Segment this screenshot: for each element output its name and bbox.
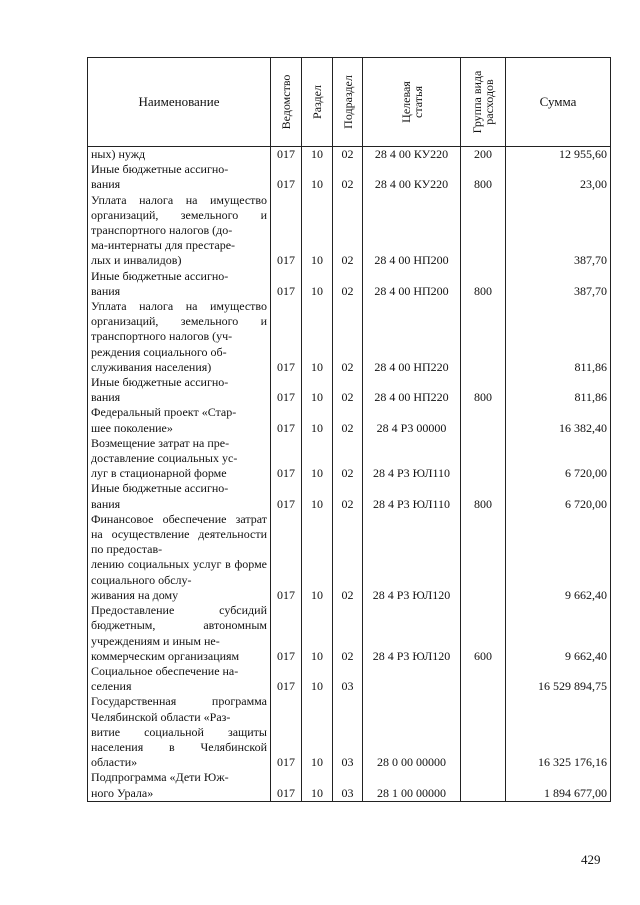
table-row bbox=[88, 162, 611, 192]
cell-sum: 811,86 bbox=[506, 375, 611, 405]
cell-subsection: 02 bbox=[333, 436, 363, 482]
cell-subsection: 02 bbox=[333, 299, 363, 375]
cell-expense-group bbox=[461, 512, 506, 603]
cell-name: Государственная программа Челябинской области «Раз- витие социальной защиты населения в Челябинской области» bbox=[88, 694, 271, 770]
cell-sum: 387,70 bbox=[506, 193, 611, 269]
header-row bbox=[88, 58, 611, 147]
table-row bbox=[88, 269, 611, 299]
cell-sum: 12 955,60 bbox=[506, 147, 611, 163]
cell-department: 017 bbox=[271, 603, 302, 664]
cell-expense-group bbox=[461, 405, 506, 435]
cell-target: 28 0 00 00000 bbox=[363, 694, 461, 770]
cell-name: Иные бюджетные ассигно- вания bbox=[88, 269, 271, 299]
budget-table bbox=[87, 57, 611, 802]
table-row bbox=[88, 405, 611, 435]
header-target-label bbox=[400, 81, 424, 123]
cell-name: Предоставление субсидий бюджетным, автономным учреждениям и иным не- коммерческим организациям bbox=[88, 603, 271, 664]
cell-target: 28 4 00 НП200 bbox=[363, 269, 461, 299]
cell-name: Уплата налога на имущество организаций, земельного и транспортного налогов (до- ма-интернаты для престаре- лых и инвалидов) bbox=[88, 193, 271, 269]
cell-target: 28 4 Р3 ЮЛ110 bbox=[363, 436, 461, 482]
table-row bbox=[88, 770, 611, 801]
header-name bbox=[88, 58, 271, 147]
cell-target: 28 4 00 КУ220 bbox=[363, 147, 461, 163]
cell-target bbox=[363, 664, 461, 694]
cell-department: 017 bbox=[271, 162, 302, 192]
cell-subsection: 02 bbox=[333, 481, 363, 511]
cell-target: 28 4 Р3 ЮЛ120 bbox=[363, 512, 461, 603]
cell-subsection: 03 bbox=[333, 770, 363, 801]
cell-section: 10 bbox=[302, 481, 333, 511]
cell-expense-group: 600 bbox=[461, 603, 506, 664]
cell-name: Иные бюджетные ассигно- вания bbox=[88, 481, 271, 511]
header-name-label: Наименование bbox=[138, 94, 220, 109]
cell-subsection: 03 bbox=[333, 694, 363, 770]
cell-expense-group bbox=[461, 694, 506, 770]
header-sum-label: Сумма bbox=[539, 94, 577, 109]
cell-section: 10 bbox=[302, 375, 333, 405]
cell-sum: 16 382,40 bbox=[506, 405, 611, 435]
table-row bbox=[88, 664, 611, 694]
header-department bbox=[271, 58, 302, 147]
cell-expense-group: 200 bbox=[461, 147, 506, 163]
table-row bbox=[88, 694, 611, 770]
cell-target: 28 4 00 НП220 bbox=[363, 375, 461, 405]
cell-name: Федеральный проект «Стар- шее поколение» bbox=[88, 405, 271, 435]
cell-target: 28 4 00 НП220 bbox=[363, 299, 461, 375]
table-body bbox=[88, 147, 611, 802]
cell-sum: 16 325 176,16 bbox=[506, 694, 611, 770]
cell-section: 10 bbox=[302, 603, 333, 664]
cell-section: 10 bbox=[302, 405, 333, 435]
cell-name: Подпрограмма «Дети Юж- ного Урала» bbox=[88, 770, 271, 801]
cell-name: Уплата налога на имущество организаций, земельного и транспортного налогов (уч- реждения социального об- служивания населения) bbox=[88, 299, 271, 375]
header-subsection bbox=[333, 58, 363, 147]
cell-section: 10 bbox=[302, 436, 333, 482]
cell-section: 10 bbox=[302, 269, 333, 299]
table-row bbox=[88, 193, 611, 269]
cell-name: Возмещение затрат на пре- доставление социальных ус- луг в стационарной форме bbox=[88, 436, 271, 482]
cell-subsection: 02 bbox=[333, 162, 363, 192]
cell-sum: 23,00 bbox=[506, 162, 611, 192]
cell-subsection: 02 bbox=[333, 269, 363, 299]
cell-sum: 9 662,40 bbox=[506, 603, 611, 664]
cell-sum: 1 894 677,00 bbox=[506, 770, 611, 801]
header-target bbox=[363, 58, 461, 147]
page-number: 429 bbox=[581, 852, 601, 867]
cell-target: 28 4 00 НП200 bbox=[363, 193, 461, 269]
cell-section: 10 bbox=[302, 512, 333, 603]
cell-target: 28 4 00 КУ220 bbox=[363, 162, 461, 192]
cell-section: 10 bbox=[302, 193, 333, 269]
cell-section: 10 bbox=[302, 770, 333, 801]
cell-sum: 6 720,00 bbox=[506, 481, 611, 511]
cell-expense-group bbox=[461, 664, 506, 694]
cell-target: 28 1 00 00000 bbox=[363, 770, 461, 801]
cell-department: 017 bbox=[271, 694, 302, 770]
cell-section: 10 bbox=[302, 694, 333, 770]
cell-section: 10 bbox=[302, 664, 333, 694]
header-department-label: Ведомство bbox=[279, 74, 293, 130]
header-target-line2: статья bbox=[410, 86, 425, 118]
cell-subsection: 02 bbox=[333, 375, 363, 405]
cell-expense-group: 800 bbox=[461, 162, 506, 192]
table-row bbox=[88, 147, 611, 163]
header-section-label: Раздел bbox=[310, 85, 324, 119]
table-row bbox=[88, 436, 611, 482]
cell-expense-group bbox=[461, 436, 506, 482]
cell-subsection: 02 bbox=[333, 512, 363, 603]
cell-target: 28 4 Р3 ЮЛ120 bbox=[363, 603, 461, 664]
cell-department: 017 bbox=[271, 405, 302, 435]
table-row bbox=[88, 481, 611, 511]
cell-section: 10 bbox=[302, 299, 333, 375]
cell-department: 017 bbox=[271, 299, 302, 375]
cell-subsection: 02 bbox=[333, 193, 363, 269]
cell-department: 017 bbox=[271, 481, 302, 511]
cell-name: ных) нужд bbox=[88, 147, 271, 163]
table-row bbox=[88, 375, 611, 405]
cell-department: 017 bbox=[271, 269, 302, 299]
cell-subsection: 02 bbox=[333, 405, 363, 435]
cell-sum: 16 529 894,75 bbox=[506, 664, 611, 694]
cell-expense-group bbox=[461, 193, 506, 269]
table-row bbox=[88, 512, 611, 603]
cell-department: 017 bbox=[271, 664, 302, 694]
cell-expense-group: 800 bbox=[461, 269, 506, 299]
cell-sum: 6 720,00 bbox=[506, 436, 611, 482]
header-expense-group bbox=[461, 58, 506, 147]
cell-department: 017 bbox=[271, 193, 302, 269]
cell-section: 10 bbox=[302, 162, 333, 192]
cell-department: 017 bbox=[271, 512, 302, 603]
cell-section: 10 bbox=[302, 147, 333, 163]
cell-sum: 9 662,40 bbox=[506, 512, 611, 603]
cell-department: 017 bbox=[271, 770, 302, 801]
cell-expense-group: 800 bbox=[461, 375, 506, 405]
cell-department: 017 bbox=[271, 436, 302, 482]
header-expense-line1: Группа вида bbox=[470, 70, 484, 134]
table-row bbox=[88, 299, 611, 375]
cell-subsection: 02 bbox=[333, 147, 363, 163]
cell-subsection: 03 bbox=[333, 664, 363, 694]
cell-target: 28 4 Р3 ЮЛ110 bbox=[363, 481, 461, 511]
cell-name: Иные бюджетные ассигно- вания bbox=[88, 375, 271, 405]
cell-subsection: 02 bbox=[333, 603, 363, 664]
cell-department: 017 bbox=[271, 375, 302, 405]
header-expense-line2: расходов bbox=[482, 79, 496, 125]
cell-expense-group: 800 bbox=[461, 481, 506, 511]
table-row bbox=[88, 603, 611, 664]
cell-expense-group bbox=[461, 299, 506, 375]
cell-sum: 811,86 bbox=[506, 299, 611, 375]
cell-name: Иные бюджетные ассигно- вания bbox=[88, 162, 271, 192]
cell-expense-group bbox=[461, 770, 506, 801]
cell-department: 017 bbox=[271, 147, 302, 163]
header-sum bbox=[506, 58, 611, 147]
header-target-line1: Целевая bbox=[398, 81, 413, 123]
header-expense-label bbox=[471, 71, 495, 134]
cell-name: Финансовое обеспечение затрат на осуществление деятельности по предостав- лению социальных услуг в форме социального обслу- живания на дому bbox=[88, 512, 271, 603]
cell-name: Социальное обеспечение на- селения bbox=[88, 664, 271, 694]
header-subsection-label: Подраздел bbox=[340, 75, 355, 129]
cell-target: 28 4 Р3 00000 bbox=[363, 405, 461, 435]
cell-sum: 387,70 bbox=[506, 269, 611, 299]
header-section bbox=[302, 58, 333, 147]
